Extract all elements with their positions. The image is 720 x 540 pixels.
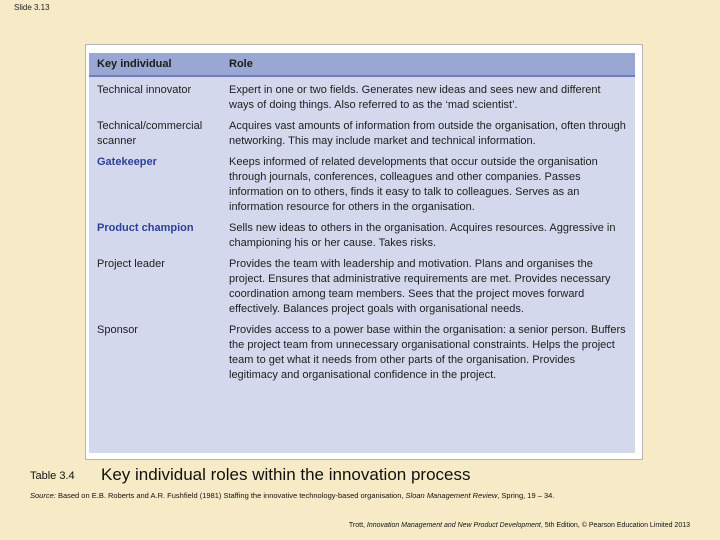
- key-individual-cell: Technical innovator: [97, 84, 192, 96]
- source-suffix: , Spring, 19 – 34.: [497, 491, 555, 500]
- table-body: [89, 77, 635, 386]
- footer-book-title: Innovation Management and New Product Development: [366, 522, 541, 529]
- source-text: Based on E.B. Roberts and A.R. Fushfield (1981) Staffing the innovative technology-based organisation,: [57, 491, 404, 500]
- key-individual-cell: Product champion: [97, 222, 194, 234]
- source-citation: [30, 491, 554, 500]
- roles-table: [89, 53, 635, 453]
- table-row: [89, 254, 635, 320]
- source-prefix: Source:: [30, 491, 56, 500]
- footer-edition: , 5th Edition, © Pearson Education Limited 2013: [540, 522, 690, 529]
- table-title: Key individual roles within the innovation process: [101, 465, 471, 484]
- table-row: [89, 218, 635, 254]
- header-role: Role: [229, 58, 253, 70]
- copyright-footer: [349, 522, 690, 529]
- slide-number: Slide 3.13: [14, 3, 50, 12]
- header-key-individual: Key individual: [97, 58, 172, 70]
- source-journal: Sloan Management Review: [405, 491, 498, 500]
- role-cell: Acquires vast amounts of information from outside the organisation, often through networking. This may include market and technical information.: [229, 120, 626, 147]
- footer-author: Trott,: [348, 522, 365, 529]
- key-individual-cell: Technical/commercial scanner: [97, 120, 203, 147]
- table-row: [89, 320, 635, 386]
- role-cell: Keeps informed of related developments that occur outside the organisation through journals, conferences, colleagues and other companies. Passes information on to others, finds it easy to talk to colleagues. Serves as an information resource for others in the organisation.: [229, 156, 598, 213]
- role-cell: Sells new ideas to others in the organisation. Acquires resources. Aggressive in championing his or her cause. Takes risks.: [229, 222, 616, 249]
- table-row: [89, 77, 635, 116]
- role-cell: Expert in one or two fields. Generates new ideas and sees new and different ways of doing things. Also referred to as the ‘mad scientist’.: [229, 84, 601, 111]
- table-number: Table 3.4: [30, 470, 75, 482]
- key-individual-cell: Gatekeeper: [97, 156, 157, 168]
- roles-table-frame: [85, 44, 643, 460]
- table-row: [89, 116, 635, 152]
- role-cell: Provides access to a power base within the organisation: a senior person. Buffers the project team from unnecessary organisational constraints. Helps the project team to get what it needs from other parts of the organisation. Provides legitimacy and organisational confidence in the project.: [229, 324, 626, 381]
- role-cell: Provides the team with leadership and motivation. Plans and organises the project. Ensures that administrative requirements are met. Provides necessary coordination among team members. Sees that the project moves forward effectively. Balances project goals with organisational needs.: [229, 258, 611, 315]
- table-header-row: [89, 53, 635, 77]
- table-row: [89, 152, 635, 218]
- key-individual-cell: Sponsor: [97, 324, 138, 336]
- key-individual-cell: Project leader: [97, 258, 165, 270]
